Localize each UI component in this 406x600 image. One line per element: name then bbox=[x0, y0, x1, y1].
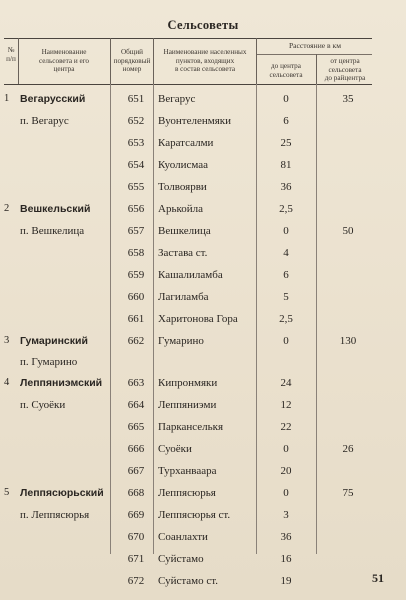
distance-to-council-center: 0 bbox=[283, 487, 289, 499]
distance-to-district-center: 130 bbox=[339, 335, 357, 347]
table-row bbox=[0, 352, 406, 372]
table-top-rule bbox=[4, 38, 372, 39]
ordinal-number: 669 bbox=[127, 509, 145, 521]
row-number: 5 bbox=[4, 487, 10, 498]
settlement-name: Леппясюрья bbox=[158, 487, 216, 499]
council-name: п. Вегарус bbox=[20, 115, 69, 127]
row-number: 3 bbox=[4, 335, 10, 346]
council-name: Леппяниэмский bbox=[20, 377, 103, 389]
settlement-name: Гумарино bbox=[158, 335, 204, 347]
ordinal-number: 658 bbox=[127, 247, 145, 259]
ordinal-number: 660 bbox=[127, 291, 145, 303]
table-row bbox=[0, 309, 406, 329]
header-distance: Расстояние в км bbox=[288, 41, 342, 50]
settlement-name: Вуонтеленмяки bbox=[158, 115, 232, 127]
settlement-name: Турханваара bbox=[158, 465, 217, 477]
table-row bbox=[0, 243, 406, 263]
table-row bbox=[0, 395, 406, 415]
settlement-name: Вешкелица bbox=[158, 225, 211, 237]
settlement-name: Кашалиламба bbox=[158, 269, 223, 281]
table-row bbox=[0, 527, 406, 547]
settlement-name: Толвоярви bbox=[158, 181, 207, 193]
settlement-name: Кипронмяки bbox=[158, 377, 218, 389]
distance-to-council-center: 0 bbox=[283, 93, 289, 105]
header-num: № п/п bbox=[6, 46, 16, 63]
settlement-name: Арькойла bbox=[158, 203, 204, 215]
settlement-name: Соанлахти bbox=[158, 531, 208, 543]
distance-to-council-center: 16 bbox=[280, 553, 292, 565]
settlement-name: Куолисмаа bbox=[158, 159, 208, 171]
distance-to-district-center: 50 bbox=[342, 225, 354, 237]
ordinal-number: 671 bbox=[127, 553, 145, 565]
table-row bbox=[0, 571, 406, 591]
council-name: п. Суоёки bbox=[20, 399, 66, 411]
distance-to-district-center: 75 bbox=[342, 487, 354, 499]
page-title: Сельсоветы bbox=[167, 18, 239, 32]
table-row bbox=[0, 549, 406, 569]
header-index: Общий порядковый номер bbox=[113, 48, 151, 74]
distance-to-council-center: 0 bbox=[283, 335, 289, 347]
table-row bbox=[0, 89, 406, 109]
header-sep-1 bbox=[18, 38, 19, 84]
council-name: Вегарусский bbox=[20, 93, 86, 105]
table-row bbox=[0, 373, 406, 393]
settlement-name: Леппяниэми bbox=[158, 399, 217, 411]
distance-to-council-center: 3 bbox=[283, 509, 289, 521]
distance-to-council-center: 81 bbox=[280, 159, 292, 171]
table-row bbox=[0, 111, 406, 131]
council-name: п. Гумарино bbox=[20, 356, 78, 368]
ordinal-number: 672 bbox=[127, 575, 145, 587]
settlement-name: Парканселькя bbox=[158, 421, 224, 433]
table-row bbox=[0, 439, 406, 459]
table-row bbox=[0, 155, 406, 175]
table-row bbox=[0, 287, 406, 307]
distance-to-council-center: 20 bbox=[280, 465, 292, 477]
distance-to-council-center: 19 bbox=[280, 575, 292, 587]
header-places: Наименование населенных пунктов, входящих в состав сельсовета bbox=[163, 48, 247, 74]
settlement-name: Харитонова Гора bbox=[158, 313, 238, 325]
ordinal-number: 666 bbox=[127, 443, 145, 455]
ordinal-number: 661 bbox=[127, 313, 145, 325]
distance-to-council-center: 6 bbox=[283, 115, 289, 127]
council-name: п. Леппясюрья bbox=[20, 509, 90, 521]
ordinal-number: 665 bbox=[127, 421, 145, 433]
distance-to-council-center: 36 bbox=[280, 531, 292, 543]
settlement-name: Вегарус bbox=[158, 93, 196, 105]
settlement-name: Каратсалми bbox=[158, 137, 214, 149]
row-number: 2 bbox=[4, 203, 10, 214]
ordinal-number: 655 bbox=[127, 181, 145, 193]
table-row bbox=[0, 133, 406, 153]
distance-to-council-center: 0 bbox=[283, 225, 289, 237]
distance-to-council-center: 36 bbox=[280, 181, 292, 193]
table-row bbox=[0, 483, 406, 503]
settlement-name: Суоёки bbox=[158, 443, 192, 455]
ordinal-number: 657 bbox=[127, 225, 145, 237]
table-row bbox=[0, 505, 406, 525]
ordinal-number: 663 bbox=[127, 377, 145, 389]
distance-to-district-center: 35 bbox=[342, 93, 354, 105]
header-sep-3 bbox=[153, 38, 154, 84]
ordinal-number: 656 bbox=[127, 203, 145, 215]
distance-subheader-rule bbox=[256, 54, 372, 55]
header-dist-district: от центра сельсовета до райцентра bbox=[324, 57, 366, 83]
distance-to-council-center: 12 bbox=[280, 399, 292, 411]
ordinal-number: 654 bbox=[127, 159, 145, 171]
ordinal-number: 652 bbox=[127, 115, 145, 127]
row-number: 4 bbox=[4, 377, 10, 388]
council-name: п. Вешкелица bbox=[20, 225, 85, 237]
distance-to-council-center: 0 bbox=[283, 443, 289, 455]
ordinal-number: 659 bbox=[127, 269, 145, 281]
distance-to-council-center: 4 bbox=[283, 247, 289, 259]
ordinal-number: 670 bbox=[127, 531, 145, 543]
council-name: Вешкельский bbox=[20, 203, 91, 215]
distance-to-council-center: 5 bbox=[283, 291, 289, 303]
distance-to-council-center: 6 bbox=[283, 269, 289, 281]
distance-to-district-center: 26 bbox=[342, 443, 354, 455]
table-row bbox=[0, 199, 406, 219]
header-council: Наименование сельсовета и его центра bbox=[38, 48, 90, 74]
distance-to-council-center: 22 bbox=[280, 421, 292, 433]
distance-to-council-center: 2,5 bbox=[279, 313, 293, 325]
row-number: 1 bbox=[4, 93, 10, 104]
council-name: Гумаринский bbox=[20, 335, 88, 347]
page-number: 51 bbox=[372, 571, 384, 585]
ordinal-number: 668 bbox=[127, 487, 145, 499]
table-row bbox=[0, 331, 406, 351]
distance-to-council-center: 25 bbox=[280, 137, 292, 149]
ordinal-number: 651 bbox=[127, 93, 145, 105]
table-row bbox=[0, 461, 406, 481]
table-row bbox=[0, 265, 406, 285]
table-row bbox=[0, 417, 406, 437]
ordinal-number: 653 bbox=[127, 137, 145, 149]
distance-to-council-center: 2,5 bbox=[279, 203, 293, 215]
settlement-name: Суйстамо ст. bbox=[158, 575, 218, 587]
ordinal-number: 664 bbox=[127, 399, 145, 411]
settlement-name: Лагиламба bbox=[158, 291, 209, 303]
ordinal-number: 662 bbox=[127, 335, 145, 347]
table-row bbox=[0, 177, 406, 197]
ordinal-number: 667 bbox=[127, 465, 145, 477]
settlement-name: Суйстамо bbox=[158, 553, 204, 565]
settlement-name: Леппясюрья ст. bbox=[158, 509, 231, 521]
distance-to-council-center: 24 bbox=[280, 377, 292, 389]
table-row bbox=[0, 221, 406, 241]
council-name: Леппясюрьский bbox=[20, 487, 104, 499]
header-dist-center: до центра сельсовета bbox=[269, 62, 303, 79]
settlement-name: Застава ст. bbox=[158, 247, 208, 259]
